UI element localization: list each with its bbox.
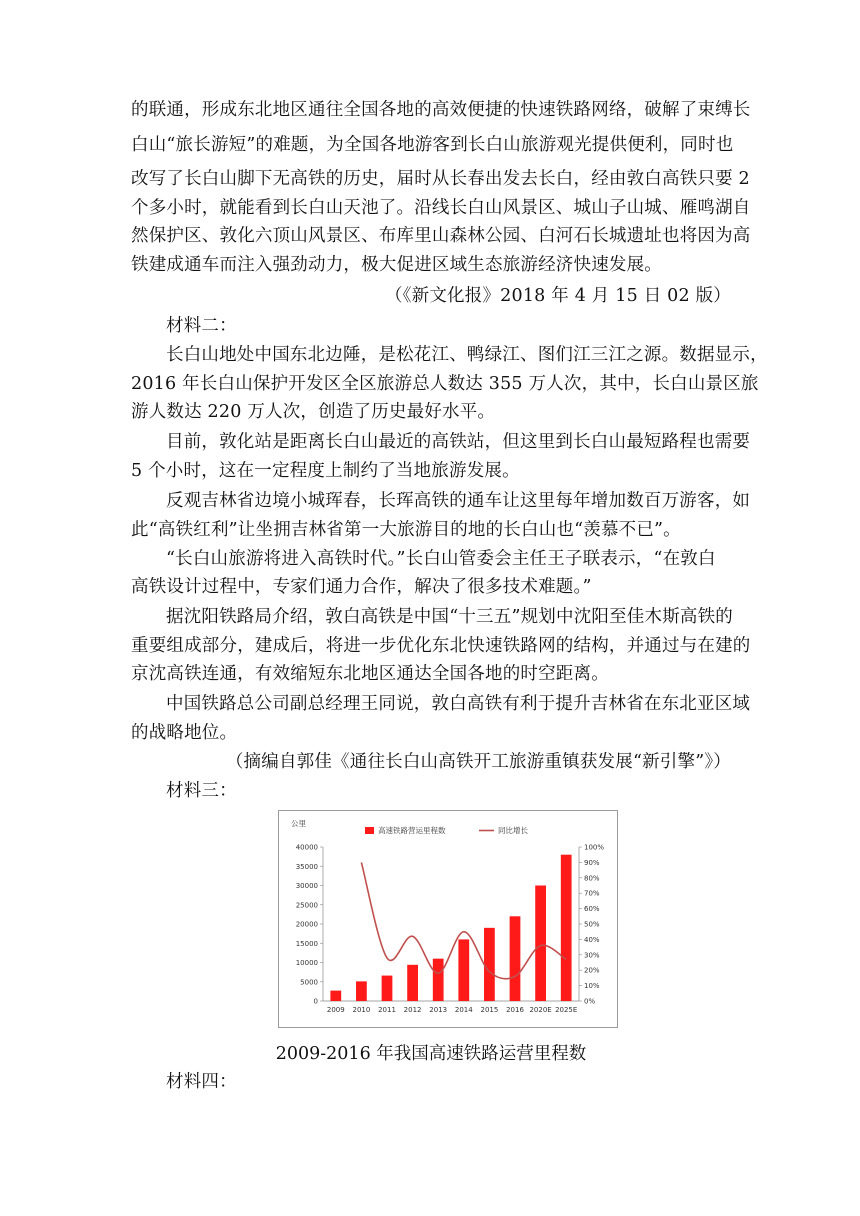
legend-swatch-bar [365, 827, 374, 834]
chart-bar [458, 939, 469, 1001]
rail-mileage-chart [278, 810, 618, 1028]
x-tick-label: 2012 [403, 1006, 422, 1014]
chart-bar [330, 991, 341, 1001]
chart-bar [484, 928, 495, 1001]
y-left-tick-label: 35000 [295, 862, 318, 871]
legend-label-bar: 高速铁路营运里程数 [378, 826, 446, 835]
text-line: 游人数达 220 万人次，创造了历史最好水平。 [131, 402, 496, 422]
y-left-tick-label: 40000 [295, 843, 318, 852]
y-left-tick-label: 5000 [300, 978, 318, 987]
text-line: 中国铁路总公司副总经理王同说，敦白高铁有利于提升吉林省在东北亚区域 [166, 694, 751, 714]
material-heading: 材料三： [166, 781, 237, 801]
text-line: 反观吉林省边境小城珲春，长珲高铁的通车让这里每年增加数百万游客，如 [166, 491, 751, 511]
y-left-tick-label: 20000 [295, 920, 318, 929]
chart-bar [535, 886, 546, 1002]
text-line: 的战略地位。 [131, 723, 238, 743]
x-tick-label: 2011 [378, 1006, 396, 1014]
y-left-tick-label: 25000 [295, 901, 318, 910]
source-citation: （摘编自郭佳《通往长白山高铁开工旅游重镇获发展“新引擎”》） [225, 752, 731, 772]
y-left-tick-label: 0 [313, 997, 318, 1006]
text-line: 5 个小时，这在一定程度上制约了当地旅游发展。 [131, 461, 520, 481]
y-right-tick-label: 0% [584, 997, 596, 1006]
text-line: 个多小时，就能看到长白山天池了。沿线长白山风景区、城山子山城、雁鸣湖自 [131, 198, 751, 218]
chart-bar [561, 855, 572, 1001]
chart-bar [382, 976, 393, 1001]
text-line: 此“高铁红利”让坐拥吉林省第一大旅游目的地的长白山也“羡慕不已”。 [131, 520, 681, 540]
text-line: 高铁设计过程中，专家们通力合作，解决了很多技术难题。” [131, 577, 592, 597]
legend-label-line: 同比增长 [498, 826, 528, 835]
y-right-tick-label: 20% [584, 966, 600, 975]
text-line: 然保护区、敦化六顶山风景区、布库里山森林公园、白河石长城遗址也将因为高 [131, 226, 751, 246]
text-line: 的联通，形成东北地区通往全国各地的高效便捷的快速铁路网络，破解了束缚长 [131, 100, 751, 120]
y-right-tick-label: 80% [584, 874, 600, 883]
y-right-tick-label: 10% [584, 982, 600, 991]
chart-axes [296, 844, 605, 1015]
x-tick-label: 2015 [480, 1006, 499, 1014]
y-right-tick-label: 60% [584, 905, 600, 914]
chart-bar [433, 959, 444, 1001]
text-line: 2016 年长白山保护开发区全区旅游总人数达 355 万人次，其中，长白山景区旅 [131, 374, 759, 394]
x-tick-label: 2020E [529, 1006, 552, 1014]
x-tick-label: 2009 [326, 1006, 345, 1014]
source-citation: （《新文化报》2018 年 4 月 15 日 02 版） [385, 286, 731, 306]
text-line: 改写了长白山脚下无高铁的历史，届时从长春出发去长白，经由敦白高铁只要 2 [131, 169, 750, 189]
y-right-tick-label: 50% [584, 920, 600, 929]
chart-svg [279, 811, 617, 1027]
y-left-tick-label: 15000 [295, 939, 318, 948]
chart-legend [365, 825, 528, 835]
y-right-tick-label: 90% [584, 858, 600, 867]
chart-bars [330, 855, 571, 1001]
y-right-tick-label: 70% [584, 889, 600, 898]
chart-caption: 2009-2016 年我国高速铁路运营里程数 [275, 1044, 587, 1064]
x-tick-label: 2010 [352, 1006, 371, 1014]
chart-bar [510, 916, 521, 1001]
text-line: 长白山地处中国东北边陲，是松花江、鸭绿江、图们江三江之源。数据显示， [166, 345, 768, 365]
text-line: 据沈阳铁路局介绍，敦白高铁是中国“十三五”规划中沈阳至佳木斯高铁的 [166, 607, 733, 627]
text-line: 目前，敦化站是距离长白山最近的高铁站，但这里到长白山最短路程也需要 [166, 432, 751, 452]
x-tick-label: 2016 [506, 1006, 524, 1014]
material-heading: 材料二： [166, 316, 237, 336]
text-line: 京沈高铁连通，有效缩短东北地区通达全国各地的时空距离。 [131, 664, 609, 684]
x-tick-label: 2014 [454, 1006, 473, 1014]
y-right-tick-label: 30% [584, 951, 600, 960]
chart-bar [356, 981, 367, 1001]
x-tick-label: 2025E [555, 1006, 578, 1014]
x-tick-label: 2013 [429, 1006, 448, 1014]
text-line: 铁建成通车而注入强劲动力，极大促进区域生态旅游经济快速发展。 [131, 255, 662, 275]
material-heading: 材料四： [166, 1072, 237, 1092]
y-right-tick-label: 40% [584, 935, 600, 944]
text-line: “长白山旅游将进入高铁时代。”长白山管委会主任王子联表示，“在敦白 [166, 549, 716, 569]
y-left-tick-label: 30000 [295, 882, 318, 890]
text-line: 白山“旅长游短”的难题，为全国各地游客到长白山旅游观光提供便利，同时也 [131, 135, 734, 155]
chart-bar [407, 965, 418, 1001]
y-axis-unit-label: 公里 [291, 819, 306, 828]
y-left-tick-label: 10000 [295, 959, 318, 967]
text-line: 重要组成部分，建成后，将进一步优化东北快速铁路网的结构，并通过与在建的 [131, 636, 751, 656]
y-right-tick-label: 100% [584, 843, 605, 852]
